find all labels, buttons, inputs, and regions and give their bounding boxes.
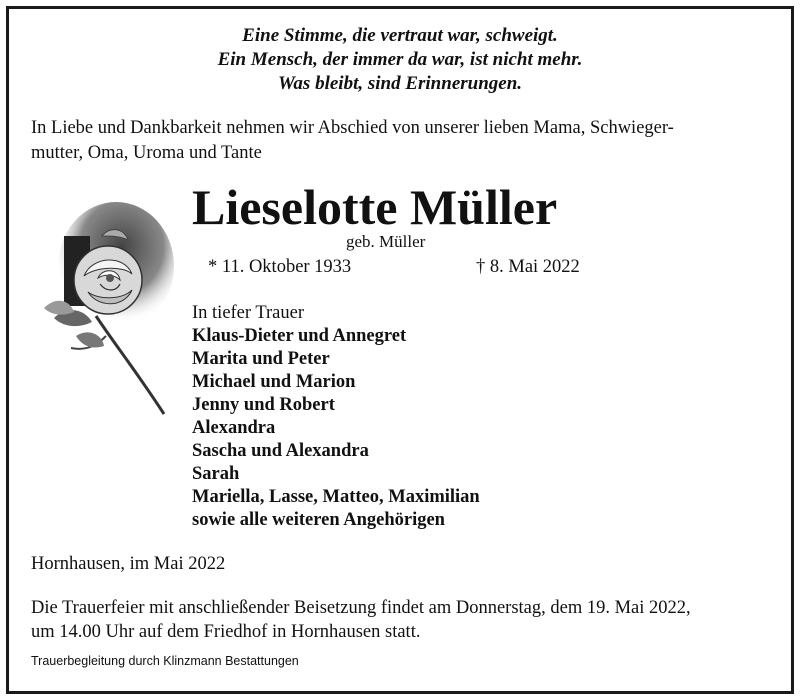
mourner-entry: Sascha und Alexandra — [192, 441, 369, 461]
intro-text — [31, 116, 773, 166]
mourner-entry: Michael und Marion — [192, 372, 356, 392]
mourner-entry: Jenny und Robert — [192, 395, 335, 415]
deceased-name: Lieselotte Müller — [192, 179, 558, 235]
verse-line: Was bleibt, sind Erinnerungen. — [277, 73, 523, 94]
rose-icon — [36, 196, 176, 420]
birth-name: geb. Müller — [346, 232, 426, 251]
verse-line: Ein Mensch, der immer da war, ist nicht mehr. — [217, 49, 583, 70]
verse-line: Eine Stimme, die vertraut war, schweigt. — [242, 25, 558, 46]
birth-date: * 11. Oktober 1933 — [208, 257, 352, 277]
mourner-entry: Sarah — [192, 464, 240, 484]
mourner-entry: Klaus-Dieter und Annegret — [192, 326, 407, 346]
funeral-service-info — [31, 596, 773, 644]
service-line: um 14.00 Uhr auf dem Friedhof in Hornhausen statt. — [31, 622, 421, 642]
intro-line: mutter, Oma, Uroma und Tante — [31, 143, 262, 163]
mourners-list — [192, 302, 752, 532]
undertaker-credit: Trauerbegleitung durch Klinzmann Bestattungen — [31, 654, 299, 668]
mourner-entry: Mariella, Lasse, Matteo, Maximilian — [192, 487, 480, 507]
mourner-entry: Alexandra — [192, 418, 276, 438]
mourner-entry: sowie alle weiteren Angehörigen — [192, 510, 445, 530]
intro-line: In Liebe und Dankbarkeit nehmen wir Abschied von unserer lieben Mama, Schwieger- — [31, 118, 674, 138]
service-line: Die Trauerfeier mit anschließender Beisetzung findet am Donnerstag, dem 19. Mai 2022, — [31, 598, 691, 618]
memorial-verse — [0, 24, 800, 96]
mourner-entry: Marita und Peter — [192, 349, 330, 369]
place-date: Hornhausen, im Mai 2022 — [31, 554, 226, 574]
death-date: † 8. Mai 2022 — [476, 257, 580, 277]
mourners-lead: In tiefer Trauer — [192, 303, 304, 323]
